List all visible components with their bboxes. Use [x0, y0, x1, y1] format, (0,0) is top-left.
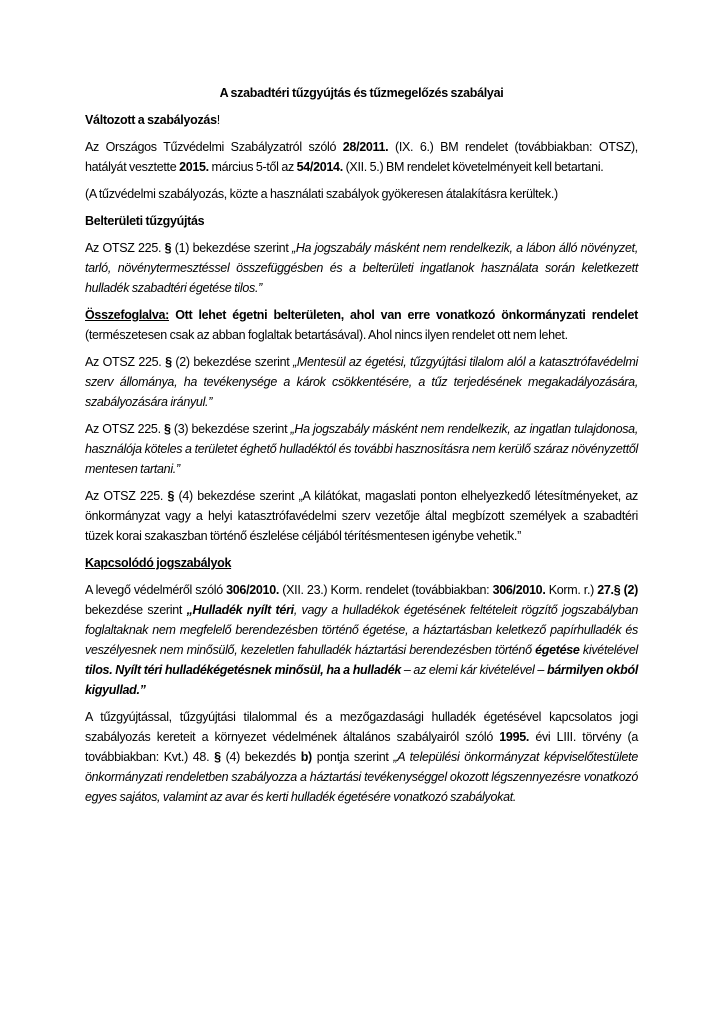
text-run: A tűzgyújtással, tűzgyújtási tilalommal és a mezőgazdasági hulladék égetésével kapcsolatos jogi szabályozás kereteit a környezet védelmének általános szabályairól szóló: [85, 710, 638, 744]
para-osszefoglalva: [85, 305, 638, 345]
text-run: (A tűzvédelmi szabályozás, közte a használati szabályok gyökeresen átalakításra kerültek.): [85, 187, 558, 201]
text-run: 2015.: [179, 160, 209, 174]
text-run: pontja szerint: [311, 750, 394, 764]
text-run: – az elemi kár kivételével –: [401, 663, 547, 677]
text-run: „Ha jogszabály másként nem rendelkezik, a lábon álló növényzet, tarló, növénytermesztéssel összefüggésben és a belterületi ingatlanok használata során keletkezett hulladék szabadtéri égetése tilos.”: [85, 241, 638, 295]
text-run: §: [164, 422, 171, 436]
text-run: bármilyen okból kigyullad.”: [85, 663, 638, 697]
text-run: §: [165, 355, 172, 369]
text-run: 1995.: [499, 730, 530, 744]
text-run: Az OTSZ 225.: [85, 422, 164, 436]
text-run: (XII. 23.) Korm. rendelet (továbbiakban:: [279, 583, 493, 597]
text-run: §: [167, 489, 175, 503]
text-run: Változott a szabályozás: [85, 113, 217, 127]
text-run: (3) bekezdése szerint: [170, 422, 291, 436]
heading-kapcsolodo-jogszabalyok: [85, 553, 638, 573]
text-run: bekezdése szerint: [85, 603, 187, 617]
text-run: (IX. 6.) BM rendelet (továbbiakban: OTSZ), hatályát vesztette: [85, 140, 638, 174]
text-run: §: [214, 750, 221, 764]
text-run: évi LIII. törvény (a továbbiakban: Kvt.) 48.: [85, 730, 638, 764]
text-run: !: [216, 113, 220, 127]
text-run: (4) bekezdés: [220, 750, 301, 764]
text-run: b): [300, 750, 312, 764]
text-run: Az OTSZ 225.: [85, 489, 168, 503]
text-run: , vagy a hulladékok égetésének feltételeit rögzítő jogszabályban foglaltaknak nem megfelelő berendezésben történő égetése, a háztartásban keletkező papírhulladék és veszélyesnek nem minősülő, kezeletlen fahulladék háztartási berendezésben történő: [85, 603, 638, 657]
text-run: Ott lehet égetni belterületen, ahol van erre vonatkozó önkormányzati rendelet: [175, 308, 638, 322]
text-run: kivételével: [579, 643, 638, 657]
text-run: (XII. 5.) BM rendelet követelményeit kell betartani.: [342, 160, 604, 174]
text-run: (1) bekezdése szerint: [171, 241, 292, 255]
para-otsz-225-3: [85, 419, 638, 479]
para-otsz-225-2: [85, 352, 638, 412]
para-otsz-225-4: [85, 486, 638, 546]
text-run: március 5-től az: [208, 160, 297, 174]
subheading-changed-regulation: [85, 110, 638, 130]
text-run: „Ha jogszabály másként nem rendelkezik, az ingatlan tulajdonosa, használója köteles a területet éghető hulladéktól és további hasznosításra nem kerülő száraz növényzettől mentesen tartani.”: [85, 422, 638, 476]
text-run: „Hulladék nyílt téri: [186, 603, 294, 617]
para-otsz-intro: [85, 137, 638, 177]
text-run: A szabadtéri tűzgyújtás és tűzmegelőzés szabályai: [219, 86, 504, 100]
text-run: Kapcsolódó jogszabályok: [85, 556, 232, 570]
text-run: „A települési önkormányzat képviselőtestülete önkormányzati rendeletben szabályozza a háztartási tevékenységgel okozott légszennyezésre vonatkozó egyes sajátos, valamint az avar és kerti hulladék égetésére vonatkozó szabályokat.: [85, 750, 638, 804]
text-run: 306/2010.: [226, 583, 280, 597]
document-title: [85, 83, 638, 103]
text-run: Az Országos Tűzvédelmi Szabályzatról szóló: [85, 140, 343, 154]
text-run: Korm. r.): [545, 583, 598, 597]
text-run: Az OTSZ 225.: [85, 355, 166, 369]
text-run: Összefoglalva:: [85, 308, 170, 322]
text-run: 28/2011.: [342, 140, 389, 154]
text-run: A levegő védelméről szóló: [85, 583, 227, 597]
text-run: 54/2014.: [296, 160, 343, 174]
text-run: (4) bekezdése szerint „A kilátókat, magaslati ponton elhelyezkedő létesítményeket, az önkormányzat vagy a helyi katasztrófavédelmi szerv vezetője által megbízott személyek a szabadtéri tüzek korai szakaszban történő észlelése céljából térítésmentesen igénybe vehetik.”: [85, 489, 638, 543]
text-run: égetése: [535, 643, 580, 657]
para-306-2010: [85, 580, 638, 700]
para-kvt-1995: [85, 707, 638, 807]
text-run: §: [164, 241, 172, 255]
text-run: (természetesen csak az abban foglaltak betartásával). Ahol nincs ilyen rendelet ott nem lehet.: [85, 328, 568, 342]
text-run: Belterületi tűzgyújtás: [85, 214, 205, 228]
text-run: (2) bekezdése szerint: [171, 355, 294, 369]
text-run: 27.§ (2): [597, 583, 638, 597]
para-otsz-225-1: [85, 238, 638, 298]
text-run: „Mentesül az égetési, tűzgyújtási tilalom alól a katasztrófavédelmi szerv állománya, ha tevékenysége a károk csökkentésére, a tűz terjedésének megakadályozására, szabályozására irányul.”: [85, 355, 638, 409]
para-note: [85, 184, 638, 204]
text-run: 306/2010.: [492, 583, 546, 597]
text-run: tilos. Nyílt téri hulladékégetésnek minősül, ha a hulladék: [85, 663, 402, 677]
text-run: Az OTSZ 225.: [85, 241, 165, 255]
heading-belteruleti-tuzgyujtas: [85, 211, 638, 231]
